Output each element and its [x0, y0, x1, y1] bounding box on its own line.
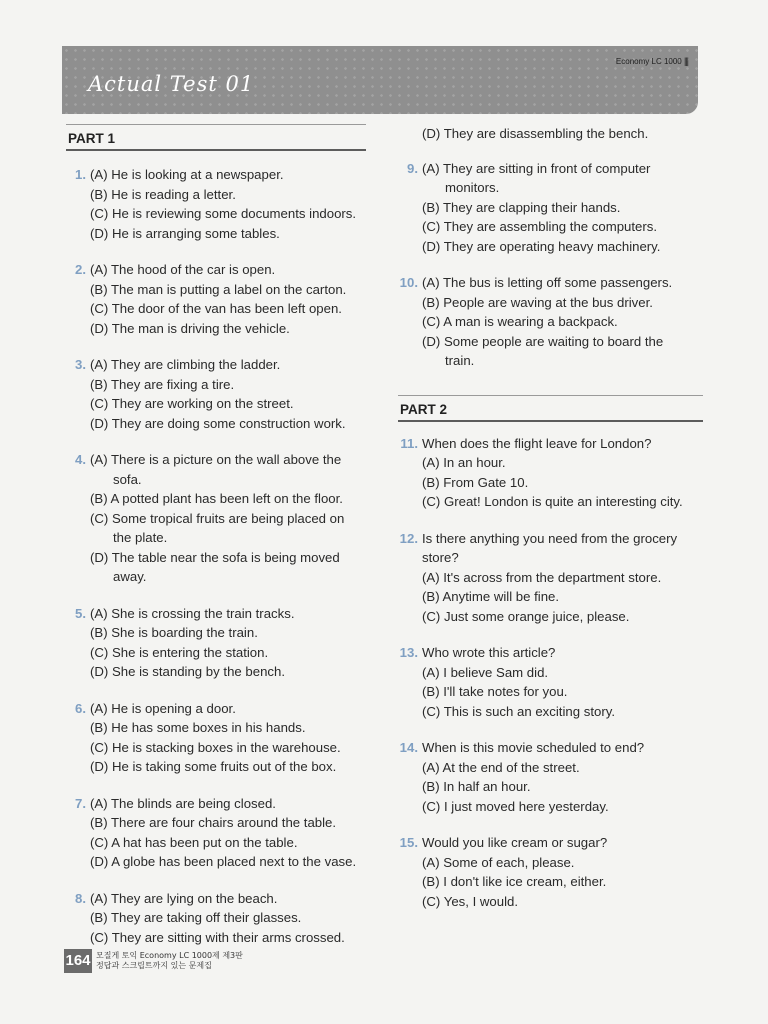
question-number: 4. [75, 452, 86, 467]
option-text: (A) The blinds are being closed. [90, 795, 276, 811]
series-name: Economy LC 1000 [615, 57, 682, 66]
option-text: (A) I believe Sam did. [422, 664, 549, 680]
option-text: (B) She is boarding the train. [90, 625, 258, 640]
option-text: (C) She is entering the station. [90, 644, 269, 660]
option-text-continued: train. [445, 353, 475, 368]
book-title: 모질게 토익 Economy LC 1000제 제3판 [96, 951, 243, 960]
question-number: 2. [75, 262, 86, 277]
series-label [616, 56, 688, 66]
option-text: (C) He is stacking boxes in the warehouse. [90, 739, 341, 755]
question-8-option-d [398, 124, 703, 144]
question-item [66, 355, 366, 433]
option-text: (B) I don't like ice cream, either. [422, 874, 607, 889]
question-item [398, 833, 703, 911]
option-text-continued: sofa. [113, 471, 142, 487]
question-text: When is this movie scheduled to end? [422, 740, 645, 755]
question-item [398, 434, 703, 512]
option-text: (C) I just moved here yesterday. [422, 798, 609, 814]
page-number: 164 [64, 949, 92, 973]
question-item [398, 529, 703, 627]
option-text: (B) He has some boxes in his hands. [90, 720, 306, 735]
option-text: (C) This is such an exciting story. [422, 703, 615, 719]
question-number: 8. [75, 890, 86, 906]
option-text: (B) He is reading a letter. [90, 186, 236, 202]
left-column [66, 124, 366, 947]
option-text: (C) A man is wearing a backpack. [422, 314, 618, 329]
option-text: (C) Yes, I would. [422, 893, 519, 909]
option-text: (A) The hood of the car is open. [90, 262, 276, 277]
question-number: 14. [399, 740, 418, 755]
option-text: (D) A globe has been placed next to the vase. [90, 854, 357, 869]
option-text: (A) It's across from the department store. [422, 569, 662, 585]
question-number: 15. [399, 835, 418, 850]
question-text: When does the flight leave for London? [422, 435, 652, 451]
option-text: (D) He is taking some fruits out of the box. [90, 759, 337, 774]
book-info [96, 951, 243, 971]
question-item [66, 604, 366, 682]
option-text: (A) In an hour. [422, 455, 506, 470]
option-text: (C) Great! London is quite an interesting city. [422, 494, 683, 509]
question-text: Would you like cream or sugar? [422, 835, 608, 850]
option-text-continued: the plate. [113, 530, 168, 545]
question-number: 5. [75, 605, 86, 621]
option-text: (C) They are assembling the computers. [422, 219, 658, 234]
option-text-continued: monitors. [445, 180, 500, 195]
option-text: (B) I'll take notes for you. [422, 684, 568, 699]
part1-heading: PART 1 [66, 124, 366, 151]
option-text: (B) People are waving at the bus driver. [422, 294, 653, 310]
option-text: (D) They are operating heavy machinery. [422, 238, 661, 254]
option-text: (C) A hat has been put on the table. [90, 834, 298, 850]
question-number: 13. [399, 645, 418, 660]
question-item [66, 699, 366, 777]
right-column [398, 124, 703, 911]
part1-question-list [66, 165, 366, 947]
option-text: (A) Some of each, please. [422, 854, 575, 870]
option-text: (A) He is opening a door. [90, 700, 236, 716]
option-text: (A) The bus is letting off some passengers. [422, 275, 673, 290]
option-text: (B) The man is putting a label on the carton. [90, 281, 347, 297]
option-text: (A) They are climbing the ladder. [90, 357, 281, 372]
option-text: (C) They are sitting with their arms crossed. [90, 929, 345, 945]
question-number: 11. [400, 435, 418, 451]
question-text: Who wrote this article? [422, 645, 556, 660]
option-text: (A) They are sitting in front of computer [422, 160, 651, 176]
question-number: 12. [399, 530, 418, 546]
option-text: (C) Just some orange juice, please. [422, 608, 630, 624]
series-bars-icon: ||| [683, 56, 688, 66]
question-item [66, 794, 366, 872]
book-subtitle: 정답과 스크립트까지 있는 문제집 [96, 961, 212, 970]
question-item [398, 643, 703, 721]
option-text: (B) From Gate 10. [422, 474, 529, 490]
option-text: (B) A potted plant has been left on the floor. [90, 491, 343, 506]
option-text: (D) She is standing by the bench. [90, 664, 285, 679]
part2-heading: PART 2 [398, 395, 703, 422]
option-text-continued: away. [113, 569, 147, 584]
question-number: 10. [399, 275, 418, 290]
test-header-banner [62, 46, 698, 114]
option-text: (D) The man is driving the vehicle. [90, 320, 290, 336]
question-number: 3. [75, 357, 86, 372]
question-item [66, 889, 366, 948]
question-text-continued: store? [422, 550, 459, 565]
option-text: (A) There is a picture on the wall above the [90, 452, 342, 467]
part2-question-list [398, 434, 703, 912]
question-item [398, 159, 703, 257]
question-item [66, 450, 366, 587]
question-number: 7. [75, 795, 86, 811]
question-number: 1. [75, 167, 86, 182]
page-footer [64, 948, 243, 974]
option-text: (A) At the end of the street. [422, 759, 580, 775]
option-text: (B) They are taking off their glasses. [90, 910, 302, 925]
option-text: (D) They are doing some construction work. [90, 415, 346, 431]
option-text: (C) Some tropical fruits are being placed on [90, 510, 345, 526]
option-text: (A) He is looking at a newspaper. [90, 167, 284, 182]
option-text: (D) Some people are waiting to board the [422, 333, 664, 349]
option-text: (B) They are fixing a tire. [90, 376, 235, 392]
option-text: (C) The door of the van has been left open. [90, 301, 342, 316]
option-text: (C) He is reviewing some documents indoors. [90, 206, 357, 221]
option-text: (D) The table near the sofa is being moved [90, 549, 340, 565]
option-text: (B) In half an hour. [422, 779, 531, 794]
option-text: (A) She is crossing the train tracks. [90, 605, 295, 621]
question-number: 9. [407, 160, 418, 176]
question-item [398, 738, 703, 816]
page-title: Actual Test 01 [88, 72, 255, 96]
option-text: (B) They are clapping their hands. [422, 199, 621, 215]
option-text: (D) He is arranging some tables. [90, 225, 280, 241]
option-text: (A) They are lying on the beach. [90, 890, 278, 906]
question-number: 6. [75, 700, 86, 716]
question-item [66, 260, 366, 338]
question-item [398, 273, 703, 371]
option-text: (B) There are four chairs around the table. [90, 815, 337, 830]
option-text: (D) They are disassembling the bench. [422, 126, 649, 141]
option-text: (B) Anytime will be fine. [422, 589, 560, 604]
question-item [66, 165, 366, 243]
option-text: (C) They are working on the street. [90, 396, 294, 411]
part1-question-list-continued [398, 159, 703, 371]
question-text: Is there anything you need from the grocery [422, 530, 678, 546]
